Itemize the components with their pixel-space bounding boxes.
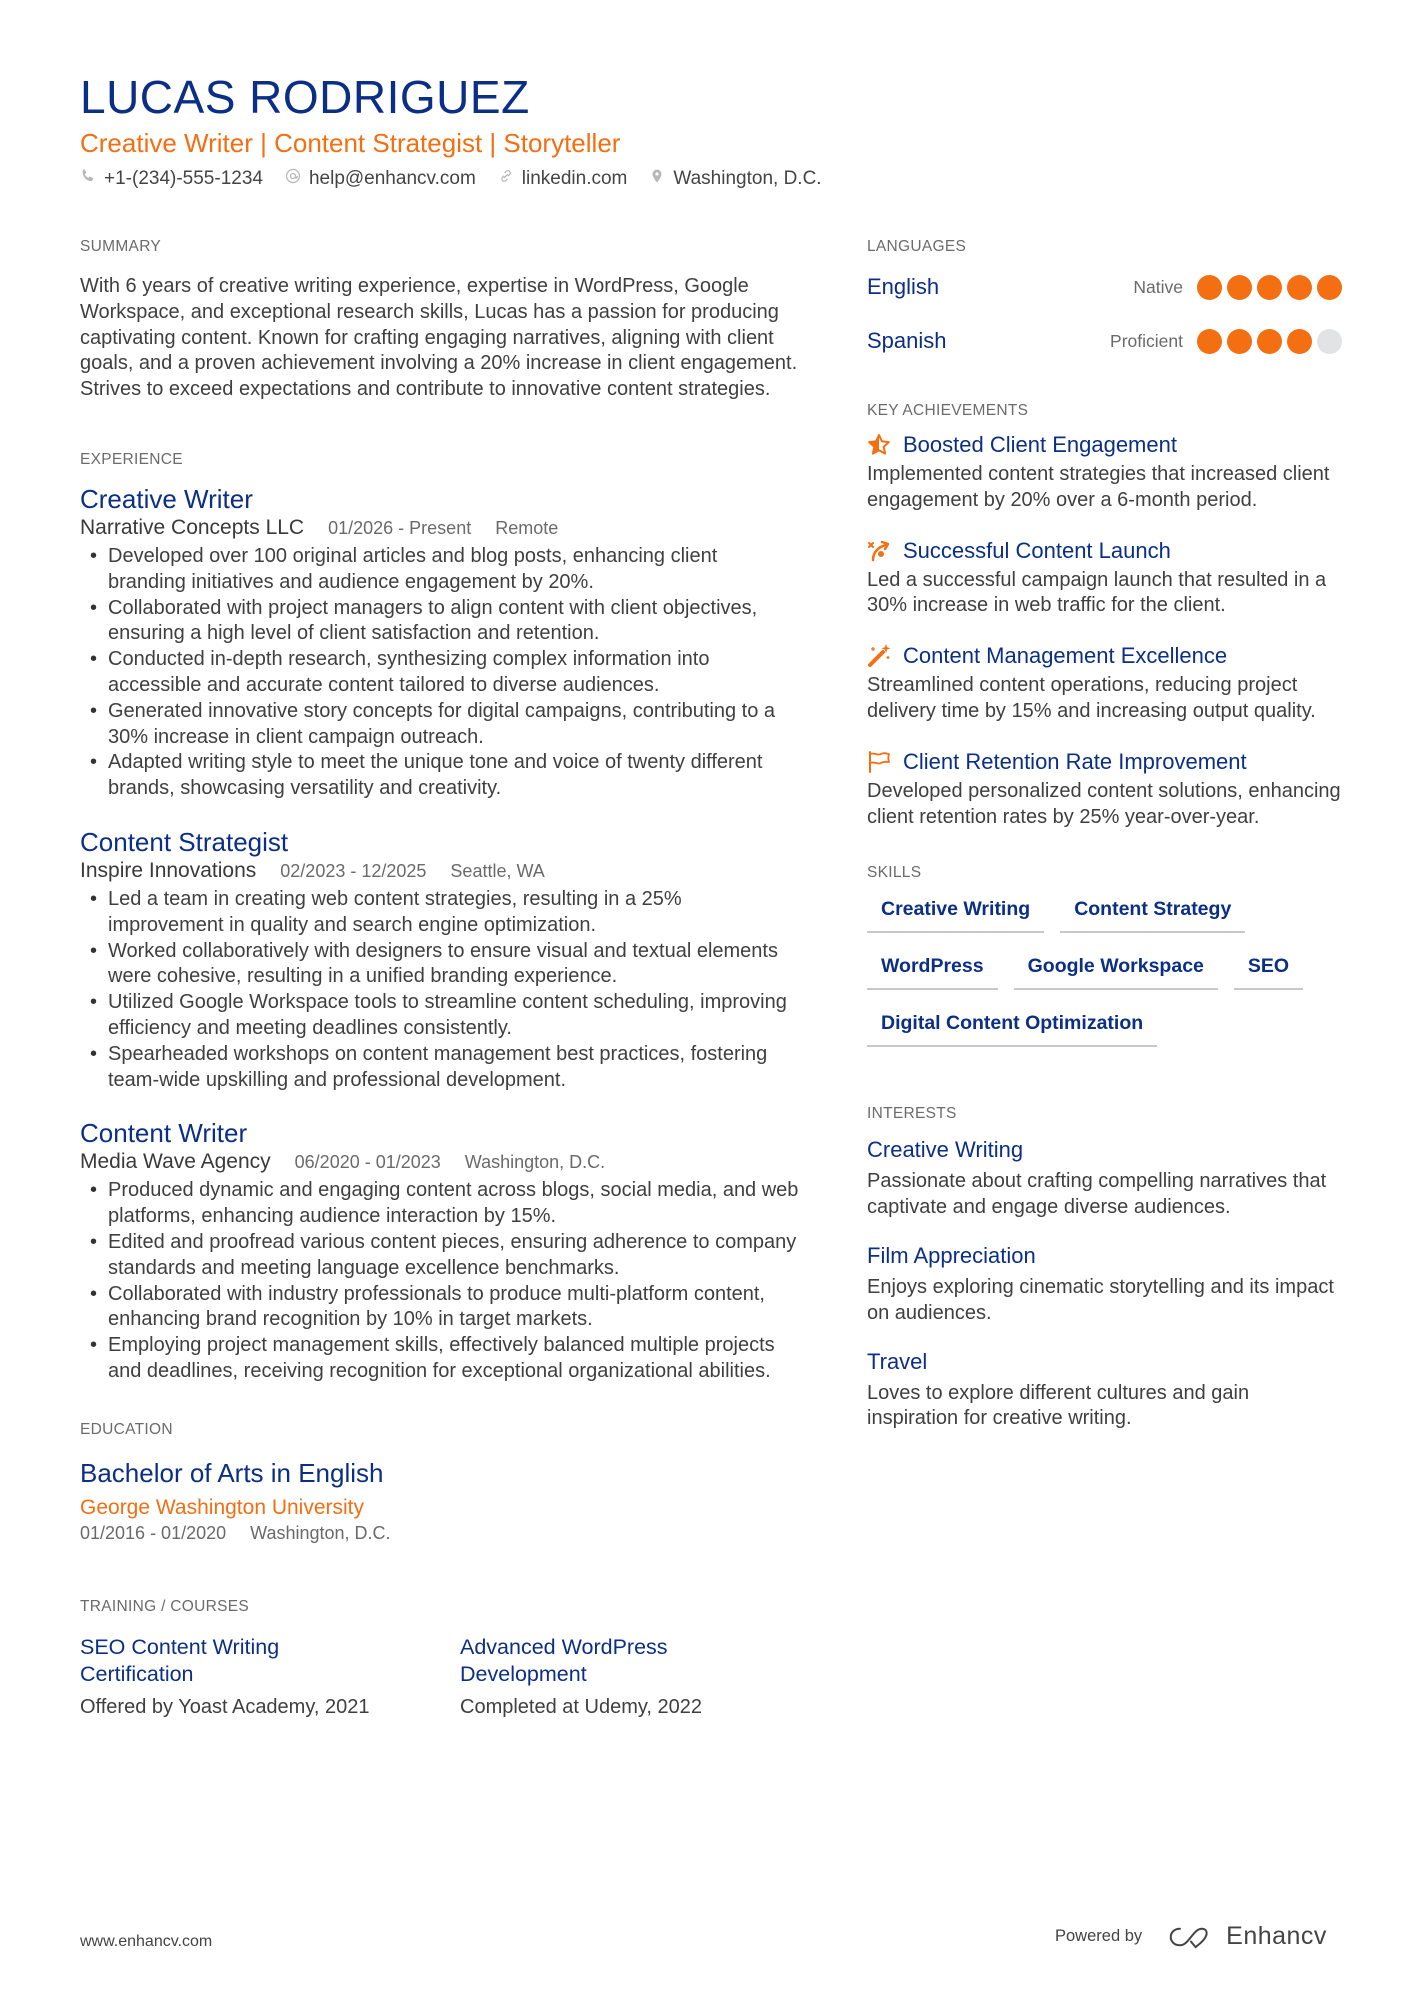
skills-heading: SKILLS: [867, 864, 922, 882]
contact-location-text: Washington, D.C.: [673, 168, 822, 189]
training-heading: TRAINING / COURSES: [80, 1597, 250, 1615]
achievement-item: [867, 749, 1342, 831]
achievements-section: [867, 402, 1342, 830]
rating-dot-filled: [1197, 275, 1222, 300]
interest-desc: Passionate about crafting compelling narratives that captivate and engage diverse audiences.: [867, 1170, 1327, 1219]
language-rating: [1197, 275, 1342, 300]
rating-dot-filled: [1287, 275, 1312, 300]
skill-tag: Google Workspace: [1014, 949, 1218, 990]
enhancv-logo[interactable]: [1168, 1922, 1327, 1951]
job-company: Inspire Innovations: [80, 858, 257, 882]
interests-section: [867, 1105, 1342, 1432]
achievement-header: [867, 538, 1342, 564]
course-title: Advanced WordPress Development: [460, 1634, 668, 1686]
language-name: Spanish: [867, 328, 947, 353]
right-column: [867, 238, 1342, 1480]
interest-title: Film Appreciation: [867, 1242, 1036, 1268]
skill-tag: WordPress: [867, 949, 998, 990]
star-icon: [867, 433, 891, 457]
course-desc: Completed at Udemy, 2022: [460, 1695, 702, 1718]
education-dates: 01/2016 - 01/2020: [80, 1522, 227, 1543]
rating-dot-filled: [1197, 329, 1222, 354]
achievement-desc: Developed personalized content solutions, enhancing client retention rates by 25% year-over-year.: [867, 779, 1341, 828]
skill-tag: Content Strategy: [1060, 892, 1245, 933]
job-meta: [80, 1150, 800, 1174]
magic-wand-icon: [867, 644, 891, 668]
enhancv-logo-text: Enhancv: [1226, 1922, 1327, 1950]
interest-title: Creative Writing: [867, 1137, 1024, 1163]
skill-tag: Digital Content Optimization: [867, 1006, 1157, 1047]
job-title: Creative Writer: [80, 483, 253, 514]
job-company: Narrative Concepts LLC: [80, 515, 305, 539]
course-list: [80, 1634, 800, 1719]
contact-linkedin-text: linkedin.com: [521, 168, 628, 189]
summary-heading: SUMMARY: [80, 238, 162, 255]
powered-by-label: Powered by: [1055, 1927, 1143, 1945]
contact-email[interactable]: [285, 168, 476, 190]
skill-tag: SEO: [1234, 949, 1303, 990]
job-meta: [80, 859, 800, 883]
achievement-desc: Streamlined content operations, reducing project delivery time by 15% and increasing output quality.: [867, 674, 1316, 722]
summary-text: With 6 years of creative writing experience, expertise in WordPress, Google Workspace, and exceptional research skills, Lucas has a passion for producing captivating content. Known for crafting engaging narratives, aligning with client goals, and a proven achievement involving a 20% increase in client engagement. Strives to exceed expectations and contribute to innovative content strategies.: [80, 275, 798, 401]
job-bullet: • Led a team in creating web content strategies, resulting in a 25% improvement in quality and search engine optimization.: [80, 887, 800, 939]
education-school: George Washington University: [80, 1495, 365, 1519]
flag-icon: [867, 750, 891, 774]
at-icon: [285, 168, 301, 190]
education-degree: Bachelor of Arts in English: [80, 1457, 384, 1488]
job-entry: [80, 1117, 800, 1384]
job-bullet: • Collaborated with project managers to align content with client objectives, ensuring a high level of client satisfaction and retention.: [80, 596, 800, 648]
job-bullet: • Spearheaded workshops on content management best practices, fostering team-wide upskilling and professional development.: [80, 1042, 800, 1094]
left-column: [80, 238, 800, 1767]
course-item: [460, 1634, 790, 1719]
interest-item: [867, 1349, 1342, 1433]
achievement-header: [867, 432, 1342, 458]
footer-branding: [1055, 1922, 1327, 1951]
rating-dot-filled: [1257, 275, 1282, 300]
achievements-heading: KEY ACHIEVEMENTS: [867, 402, 1029, 419]
job-bullet: • Conducted in-depth research, synthesizing complex information into accessible and accurate content tailored to diverse audiences.: [80, 647, 800, 699]
contact-phone-text: +1-(234)-555-1234: [104, 168, 263, 189]
achievement-title: Client Retention Rate Improvement: [903, 748, 1247, 774]
skills-section: [867, 864, 1342, 1047]
candidate-headline: Creative Writer | Content Strategist | Storyteller: [80, 128, 621, 158]
rating-dot-filled: [1227, 329, 1252, 354]
rating-dot-filled: [1317, 275, 1342, 300]
footer-website-link[interactable]: www.enhancv.com: [80, 1933, 213, 1950]
job-location: Remote: [495, 517, 559, 538]
course-desc: Offered by Yoast Academy, 2021: [80, 1695, 370, 1718]
job-dates: 02/2023 - 12/2025: [280, 860, 427, 881]
achievement-item: [867, 538, 1342, 620]
job-dates: 01/2026 - Present: [328, 517, 472, 538]
job-bullet: • Worked collaboratively with designers to ensure visual and textual elements were cohesive, resulting in a unified branding experience.: [80, 939, 800, 991]
job-bullets: [80, 887, 800, 1093]
job-title: Content Writer: [80, 1118, 248, 1149]
job-bullet: • Collaborated with industry professionals to produce multi-platform content, enhancing brand recognition by 10% in target markets.: [80, 1282, 800, 1334]
achievement-header: [867, 643, 1342, 669]
achievement-item: [867, 643, 1342, 725]
interest-desc: Enjoys exploring cinematic storytelling and its impact on audiences.: [867, 1275, 1334, 1324]
rating-dot-empty: [1317, 329, 1342, 354]
rating-dot-filled: [1257, 329, 1282, 354]
interest-item: [867, 1243, 1342, 1327]
course-item: [80, 1634, 410, 1719]
trajectory-icon: [867, 539, 891, 563]
job-meta: [80, 516, 800, 540]
link-icon: [498, 168, 514, 190]
achievement-desc: Implemented content strategies that increased client engagement by 20% over a 6-month period.: [867, 463, 1330, 511]
enhancv-logo-icon: [1168, 1925, 1214, 1949]
job-bullet: • Produced dynamic and engaging content across blogs, social media, and web platforms, enhancing audience interaction by 15%.: [80, 1178, 800, 1230]
job-entry: [80, 826, 800, 1093]
job-bullet: • Adapted writing style to meet the unique tone and voice of twenty different brands, showcasing versatility and creativity.: [80, 750, 800, 802]
job-company: Media Wave Agency: [80, 1150, 271, 1174]
achievement-title: Content Management Excellence: [903, 643, 1228, 669]
skill-tag: Creative Writing: [867, 892, 1044, 933]
skill-list: [867, 892, 1342, 1047]
job-entry: [80, 483, 800, 802]
languages-heading: LANGUAGES: [867, 238, 967, 255]
course-title: SEO Content Writing Certification: [80, 1634, 280, 1686]
candidate-name: LUCAS RODRIGUEZ: [80, 71, 530, 123]
job-title: Content Strategist: [80, 826, 289, 857]
achievement-title: Successful Content Launch: [903, 537, 1171, 563]
language-level: Proficient: [1110, 330, 1183, 351]
education-meta: [80, 1523, 800, 1544]
language-rating: [1197, 329, 1342, 354]
interest-item: [867, 1137, 1342, 1221]
interest-title: Travel: [867, 1348, 928, 1374]
contact-linkedin[interactable]: [498, 168, 628, 190]
job-bullet: • Employing project management skills, effectively balanced multiple projects and deadlines, receiving recognition for exceptional organizational abilities.: [80, 1333, 800, 1385]
summary-section: [80, 238, 800, 403]
interests-heading: INTERESTS: [867, 1105, 957, 1123]
contact-email-text: help@enhancv.com: [308, 168, 476, 189]
achievement-header: [867, 749, 1342, 775]
education-heading: EDUCATION: [80, 1420, 173, 1438]
job-bullet: • Generated innovative story concepts for digital campaigns, contributing to a 30% increase in client campaign outreach.: [80, 699, 800, 751]
job-bullet: • Edited and proofread various content pieces, ensuring adherence to company standards and meeting language excellence benchmarks.: [80, 1230, 800, 1282]
job-bullet: • Developed over 100 original articles and blog posts, enhancing client branding initiatives and audience engagement by 20%.: [80, 544, 800, 596]
job-location: Washington, D.C.: [464, 1152, 606, 1173]
job-location: Seattle, WA: [450, 860, 545, 881]
job-dates: 06/2020 - 01/2023: [294, 1152, 441, 1173]
languages-section: [867, 238, 1342, 368]
interest-desc: Loves to explore different cultures and gain inspiration for creative writing.: [867, 1381, 1250, 1430]
education-location: Washington, D.C.: [250, 1522, 391, 1543]
phone-icon: [80, 168, 96, 190]
achievement-item: [867, 432, 1342, 514]
language-name: English: [867, 274, 940, 299]
job-bullets: [80, 544, 800, 802]
contact-bar: [80, 168, 822, 190]
achievement-desc: Led a successful campaign launch that resulted in a 30% increase in web traffic for the client.: [867, 568, 1327, 617]
language-item: [867, 260, 1342, 314]
contact-location: [649, 168, 821, 190]
experience-section: [80, 451, 800, 1385]
job-bullet: • Utilized Google Workspace tools to streamline content scheduling, improving efficiency and meeting deadlines consistently.: [80, 990, 800, 1042]
contact-phone[interactable]: [80, 168, 263, 190]
language-level: Native: [1133, 276, 1183, 297]
language-item: [867, 314, 1342, 368]
training-section: [80, 1598, 800, 1719]
rating-dot-filled: [1287, 329, 1312, 354]
experience-heading: EXPERIENCE: [80, 450, 183, 468]
job-bullets: [80, 1178, 800, 1384]
education-section: [80, 1421, 800, 1544]
achievement-title: Boosted Client Engagement: [903, 432, 1177, 457]
location-pin-icon: [649, 168, 665, 190]
rating-dot-filled: [1227, 275, 1252, 300]
